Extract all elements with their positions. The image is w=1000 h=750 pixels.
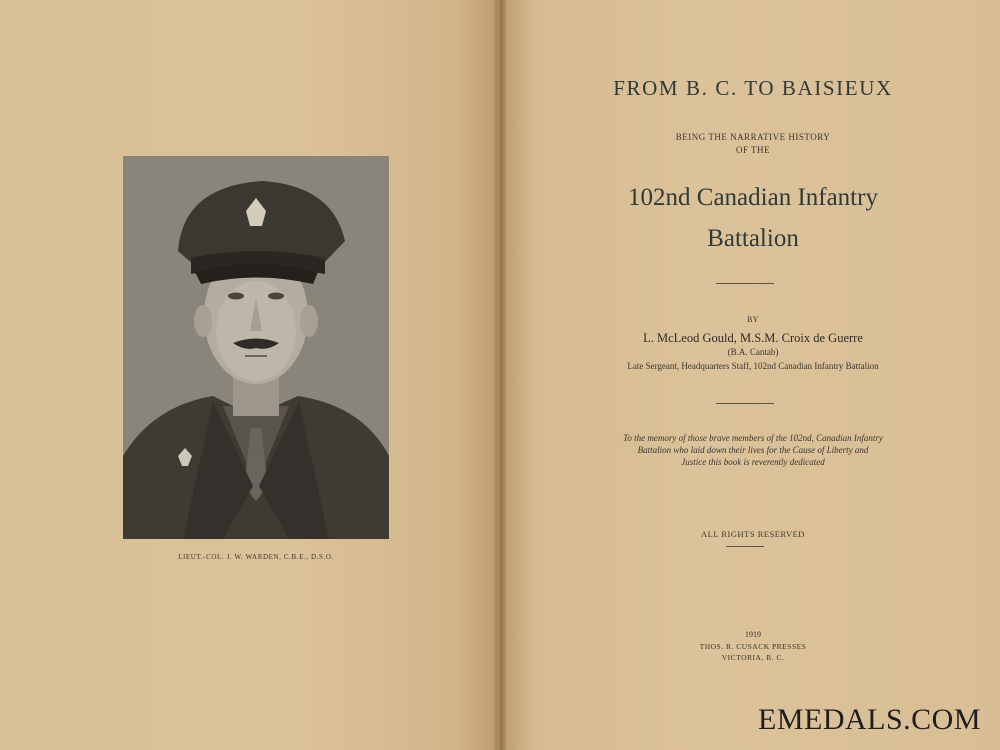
portrait-illustration bbox=[123, 156, 389, 539]
book-title: FROM B. C. TO BAISIEUX bbox=[613, 76, 893, 100]
author-degree: (B.A. Cantab) bbox=[727, 347, 779, 357]
publication-city: VICTORIA, B. C. bbox=[721, 653, 785, 662]
author-name: L. McLeod Gould, M.S.M. Croix de Guerre bbox=[643, 331, 863, 345]
publisher: THOS. R. CUSACK PRESSES bbox=[699, 642, 807, 651]
portrait-photo bbox=[123, 156, 389, 539]
divider-rule-3 bbox=[726, 546, 764, 547]
watermark: EMEDALS.COM bbox=[758, 703, 982, 736]
divider-rule-1 bbox=[716, 283, 774, 284]
portrait-caption: LIEUT.-COL. J. W. WARDEN, C.B.E., D.S.O. bbox=[178, 553, 334, 561]
divider-rule-2 bbox=[716, 403, 774, 404]
battalion-name-line-1: 102nd Canadian Infantry bbox=[628, 184, 878, 211]
publication-year: 1919 bbox=[745, 630, 761, 639]
author-role: Late Sergeant, Headquarters Staff, 102nd Canadian Infantry Battalion bbox=[627, 361, 879, 371]
dedication bbox=[506, 432, 1000, 468]
dedication-line: Justice this book is reverently dedicated bbox=[681, 457, 825, 467]
rights-notice: ALL RIGHTS RESERVED bbox=[701, 529, 805, 539]
subtitle-line-2: OF THE bbox=[735, 145, 771, 155]
dedication-line: Battalion who laid down their lives for the Cause of Liberty and bbox=[637, 445, 869, 455]
dedication-line: To the memory of those brave members of the 102nd, Canadian Infantry bbox=[623, 433, 883, 443]
by-label: BY bbox=[746, 315, 760, 324]
book-gutter bbox=[494, 0, 506, 750]
subtitle-line-1: BEING THE NARRATIVE HISTORY bbox=[675, 132, 831, 142]
battalion-name-line-2: Battalion bbox=[707, 225, 799, 252]
